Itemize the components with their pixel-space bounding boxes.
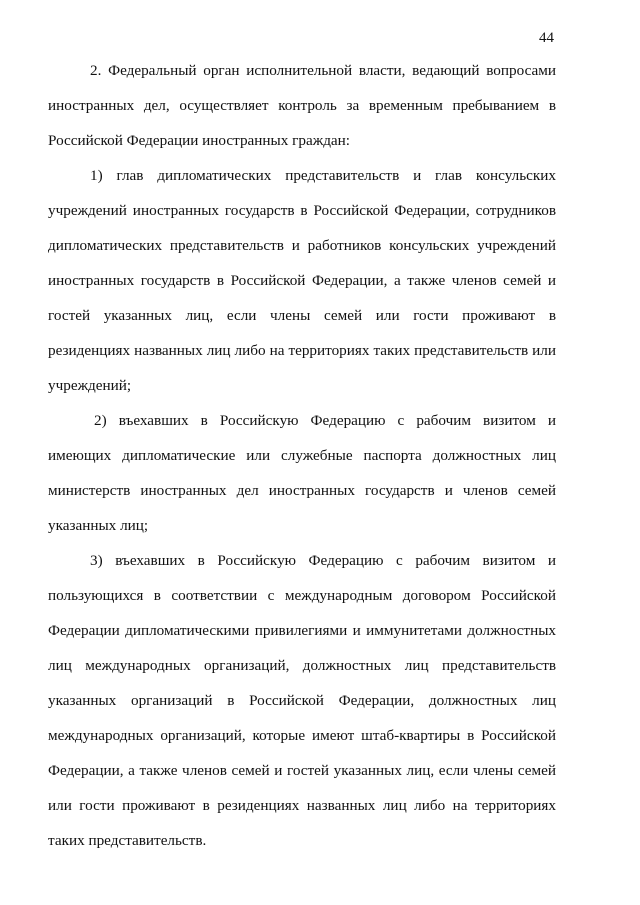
text-line: 1) глав дипломатических представительств и глав консульских [90, 167, 556, 184]
text-line: министерств иностранных дел иностранных государств и членов семей [48, 482, 556, 499]
text-line: учреждений иностранных государств в Российской Федерации, сотрудников [48, 202, 556, 219]
text-line: международных организаций, которые имеют штаб-квартиры в Российской [48, 727, 556, 744]
text-line: указанных организаций в Российской Федерации, должностных лиц [48, 692, 556, 709]
text-line: указанных лиц; [48, 517, 149, 534]
text-line: гостей указанных лиц, если члены семей или гости проживают в [48, 307, 556, 324]
text-line: 2. Федеральный орган исполнительной власти, ведающий вопросами [90, 62, 556, 79]
text-line: Федерации дипломатическими привилегиями и иммунитетами должностных [48, 622, 556, 639]
text-line: таких представительств. [48, 832, 207, 849]
text-line: учреждений; [48, 377, 132, 394]
text-line: Российской Федерации иностранных граждан: [48, 132, 351, 149]
text-line: Федерации, а также членов семей и гостей указанных лиц, если члены семей [48, 762, 556, 779]
text-line: резиденциях названных лиц либо на территориях таких представительств или [48, 342, 556, 359]
text-line: лиц международных организаций, должностных лиц представительств [48, 657, 556, 674]
text-line: имеющих дипломатические или служебные паспорта должностных лиц [48, 447, 556, 464]
text-line: дипломатических представительств и работников консульских учреждений [48, 237, 556, 254]
text-line: 2) въехавших в Российскую Федерацию с рабочим визитом и [94, 412, 556, 429]
text-line: иностранных государств в Российской Федерации, а также членов семей и [48, 272, 556, 289]
text-line: иностранных дел, осуществляет контроль за временным пребыванием в [48, 97, 556, 114]
page-number: 44 [539, 30, 554, 46]
text-line: или гости проживают в резиденциях названных лиц либо на территориях [48, 797, 556, 814]
text-line: пользующихся в соответствии с международным договором Российской [48, 587, 556, 604]
text-line: 3) въехавших в Российскую Федерацию с рабочим визитом и [90, 552, 556, 569]
